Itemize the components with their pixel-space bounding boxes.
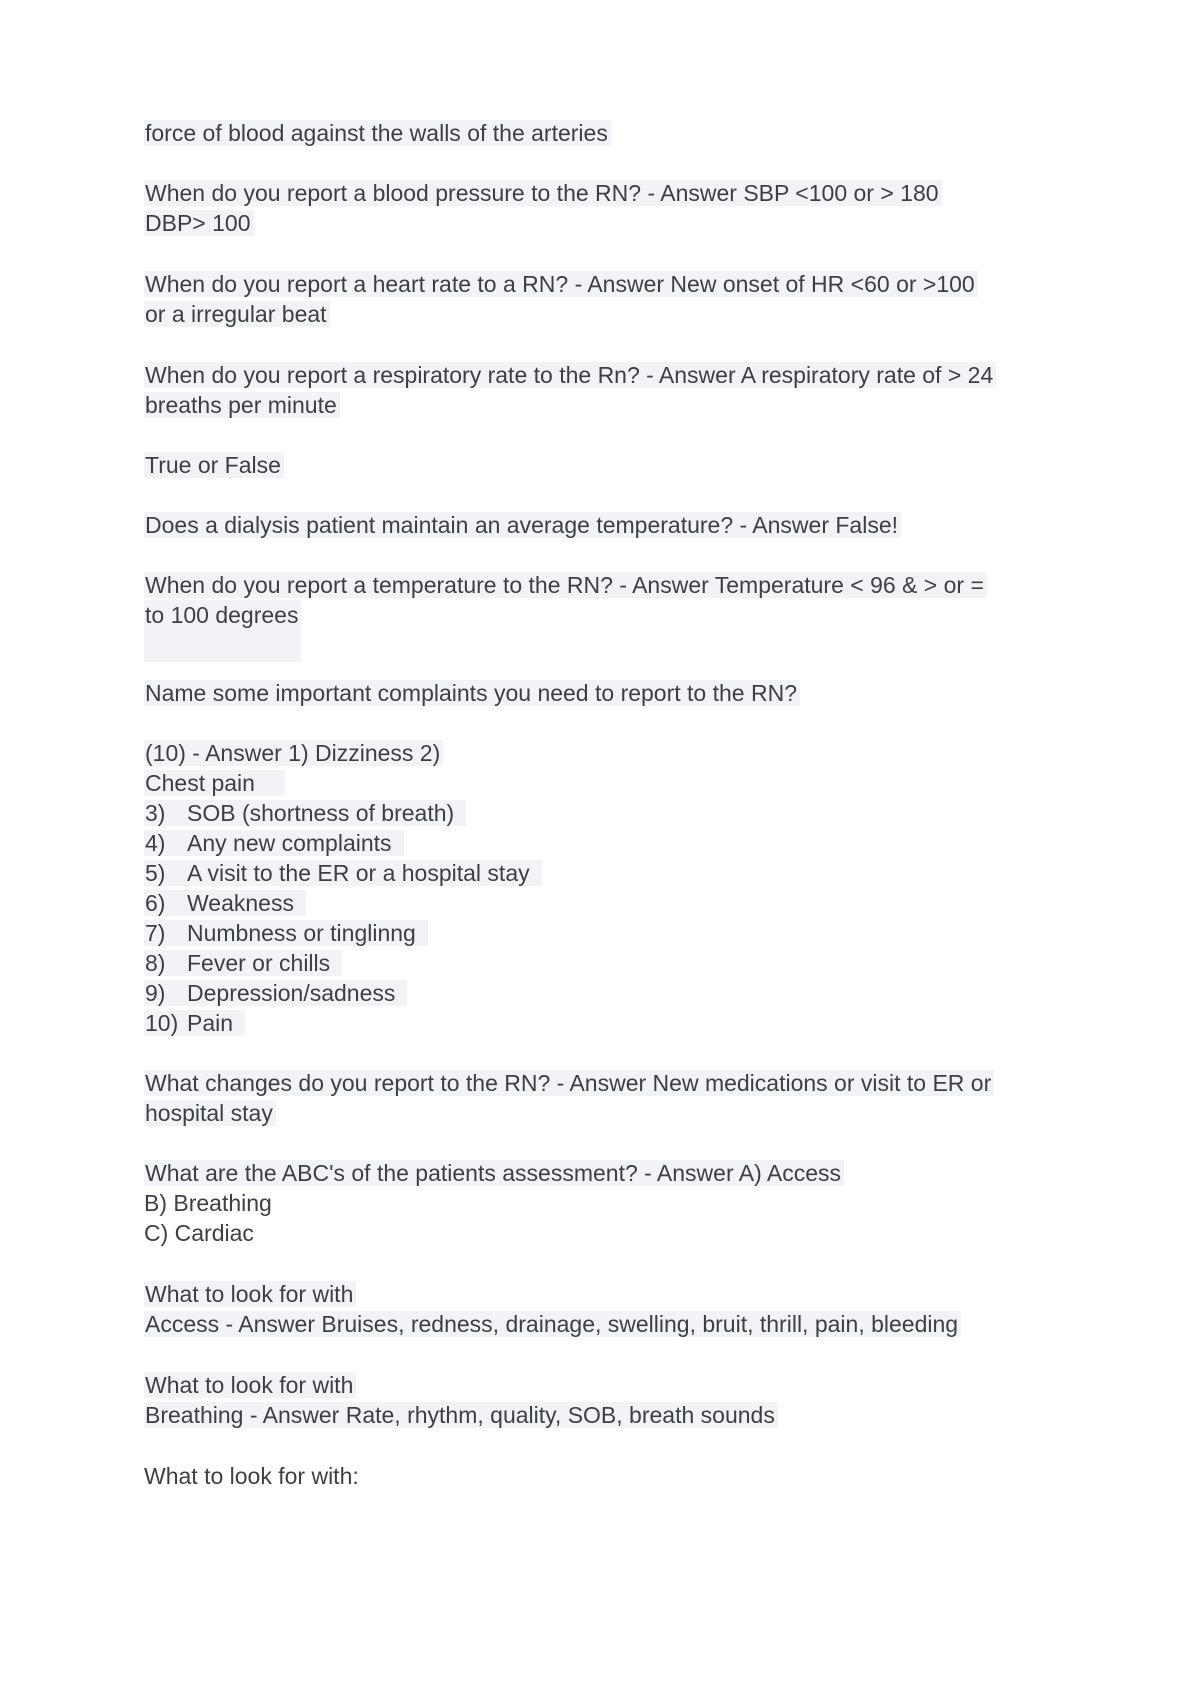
answer-line: B) Breathing bbox=[144, 1190, 272, 1216]
qa-breathing bbox=[144, 1370, 778, 1430]
list-item-content bbox=[144, 1010, 245, 1036]
answer-line: Breathing - Answer Rate, rhythm, quality, SOB, breath sounds bbox=[144, 1402, 778, 1428]
qa-blood-pressure bbox=[144, 178, 942, 238]
qa-heart-rate bbox=[144, 269, 978, 329]
list-item-text: Depression/sadness bbox=[187, 980, 396, 1006]
list-item-text: Any new complaints bbox=[187, 830, 392, 856]
question-line: When do you report a respiratory rate to the Rn? - Answer A respiratory rate of > 24 bbox=[144, 362, 996, 388]
intro-line: force of blood against the walls of the arteries bbox=[144, 120, 611, 146]
list-item-content bbox=[144, 920, 428, 946]
list-item bbox=[144, 978, 542, 1008]
list-item-content bbox=[144, 950, 342, 976]
list-item-number: 3) bbox=[145, 800, 166, 826]
list-item-text: SOB (shortness of breath) bbox=[187, 800, 455, 826]
question-line: What to look for with bbox=[144, 1372, 356, 1398]
qa-cardiac-start bbox=[144, 1461, 359, 1491]
answer-line: DBP> 100 bbox=[144, 210, 254, 236]
list-item-number: 10) bbox=[145, 1010, 179, 1036]
question-line: What to look for with bbox=[144, 1281, 356, 1307]
list-item bbox=[144, 798, 542, 828]
list-item bbox=[144, 858, 542, 888]
list-item bbox=[144, 888, 542, 918]
answer-line: breaths per minute bbox=[144, 392, 340, 418]
complaints-list bbox=[144, 798, 542, 1038]
question-line: When do you report a heart rate to a RN? - Answer New onset of HR <60 or >100 bbox=[144, 271, 978, 297]
list-item-number: 8) bbox=[145, 950, 166, 976]
qa-changes bbox=[144, 1068, 994, 1128]
true-false-heading bbox=[144, 450, 284, 480]
complaints-answer bbox=[144, 738, 542, 1038]
list-item-text: Numbness or tinglinng bbox=[187, 920, 416, 946]
answer-line: to 100 degrees bbox=[144, 600, 301, 662]
question-line: What are the ABC's of the patients assessment? - Answer A) Access bbox=[144, 1160, 844, 1186]
question-line: Does a dialysis patient maintain an average temperature? - Answer False! bbox=[144, 512, 901, 538]
question-line: Name some important complaints you need to report to the RN? bbox=[144, 680, 800, 706]
list-item bbox=[144, 948, 542, 978]
list-item-text: Pain bbox=[187, 1010, 234, 1036]
answer-line: C) Cardiac bbox=[144, 1220, 254, 1246]
list-item bbox=[144, 918, 542, 948]
qa-complaints-question bbox=[144, 678, 800, 708]
list-item-number: 9) bbox=[145, 980, 166, 1006]
list-item-content bbox=[144, 800, 466, 826]
question-line: When do you report a blood pressure to the RN? - Answer SBP <100 or > 180 bbox=[144, 180, 942, 206]
list-item-content bbox=[144, 830, 404, 856]
intro-definition bbox=[144, 118, 611, 148]
answer-line: or a irregular beat bbox=[144, 301, 330, 327]
list-item-content bbox=[144, 860, 542, 886]
qa-access bbox=[144, 1279, 961, 1339]
list-item-number: 6) bbox=[145, 890, 166, 916]
answer-line: hospital stay bbox=[144, 1100, 276, 1126]
question-line: What changes do you report to the RN? - Answer New medications or visit to ER or bbox=[144, 1070, 994, 1096]
qa-temperature bbox=[144, 570, 987, 630]
list-item-content bbox=[144, 890, 306, 916]
list-item-text: Weakness bbox=[187, 890, 294, 916]
list-item-content bbox=[144, 980, 407, 1006]
answer-line: (10) - Answer 1) Dizziness 2) bbox=[144, 740, 443, 766]
list-item-number: 7) bbox=[145, 920, 166, 946]
list-item-number: 5) bbox=[145, 860, 166, 886]
answer-line: Access - Answer Bruises, redness, drainage, swelling, bruit, thrill, pain, bleeding bbox=[144, 1311, 961, 1337]
qa-dialysis-temperature bbox=[144, 510, 901, 540]
qa-abc-assessment bbox=[144, 1158, 844, 1248]
question-line: When do you report a temperature to the RN? - Answer Temperature < 96 & > or = bbox=[144, 572, 987, 598]
list-item-text: Fever or chills bbox=[187, 950, 331, 976]
list-item-number: 4) bbox=[145, 830, 166, 856]
list-item-text: A visit to the ER or a hospital stay bbox=[187, 860, 530, 886]
answer-line: Chest pain bbox=[144, 770, 285, 796]
section-label: True or False bbox=[144, 452, 284, 478]
list-item bbox=[144, 828, 542, 858]
qa-respiratory-rate bbox=[144, 360, 996, 420]
list-item bbox=[144, 1008, 542, 1038]
question-line: What to look for with: bbox=[144, 1463, 359, 1489]
